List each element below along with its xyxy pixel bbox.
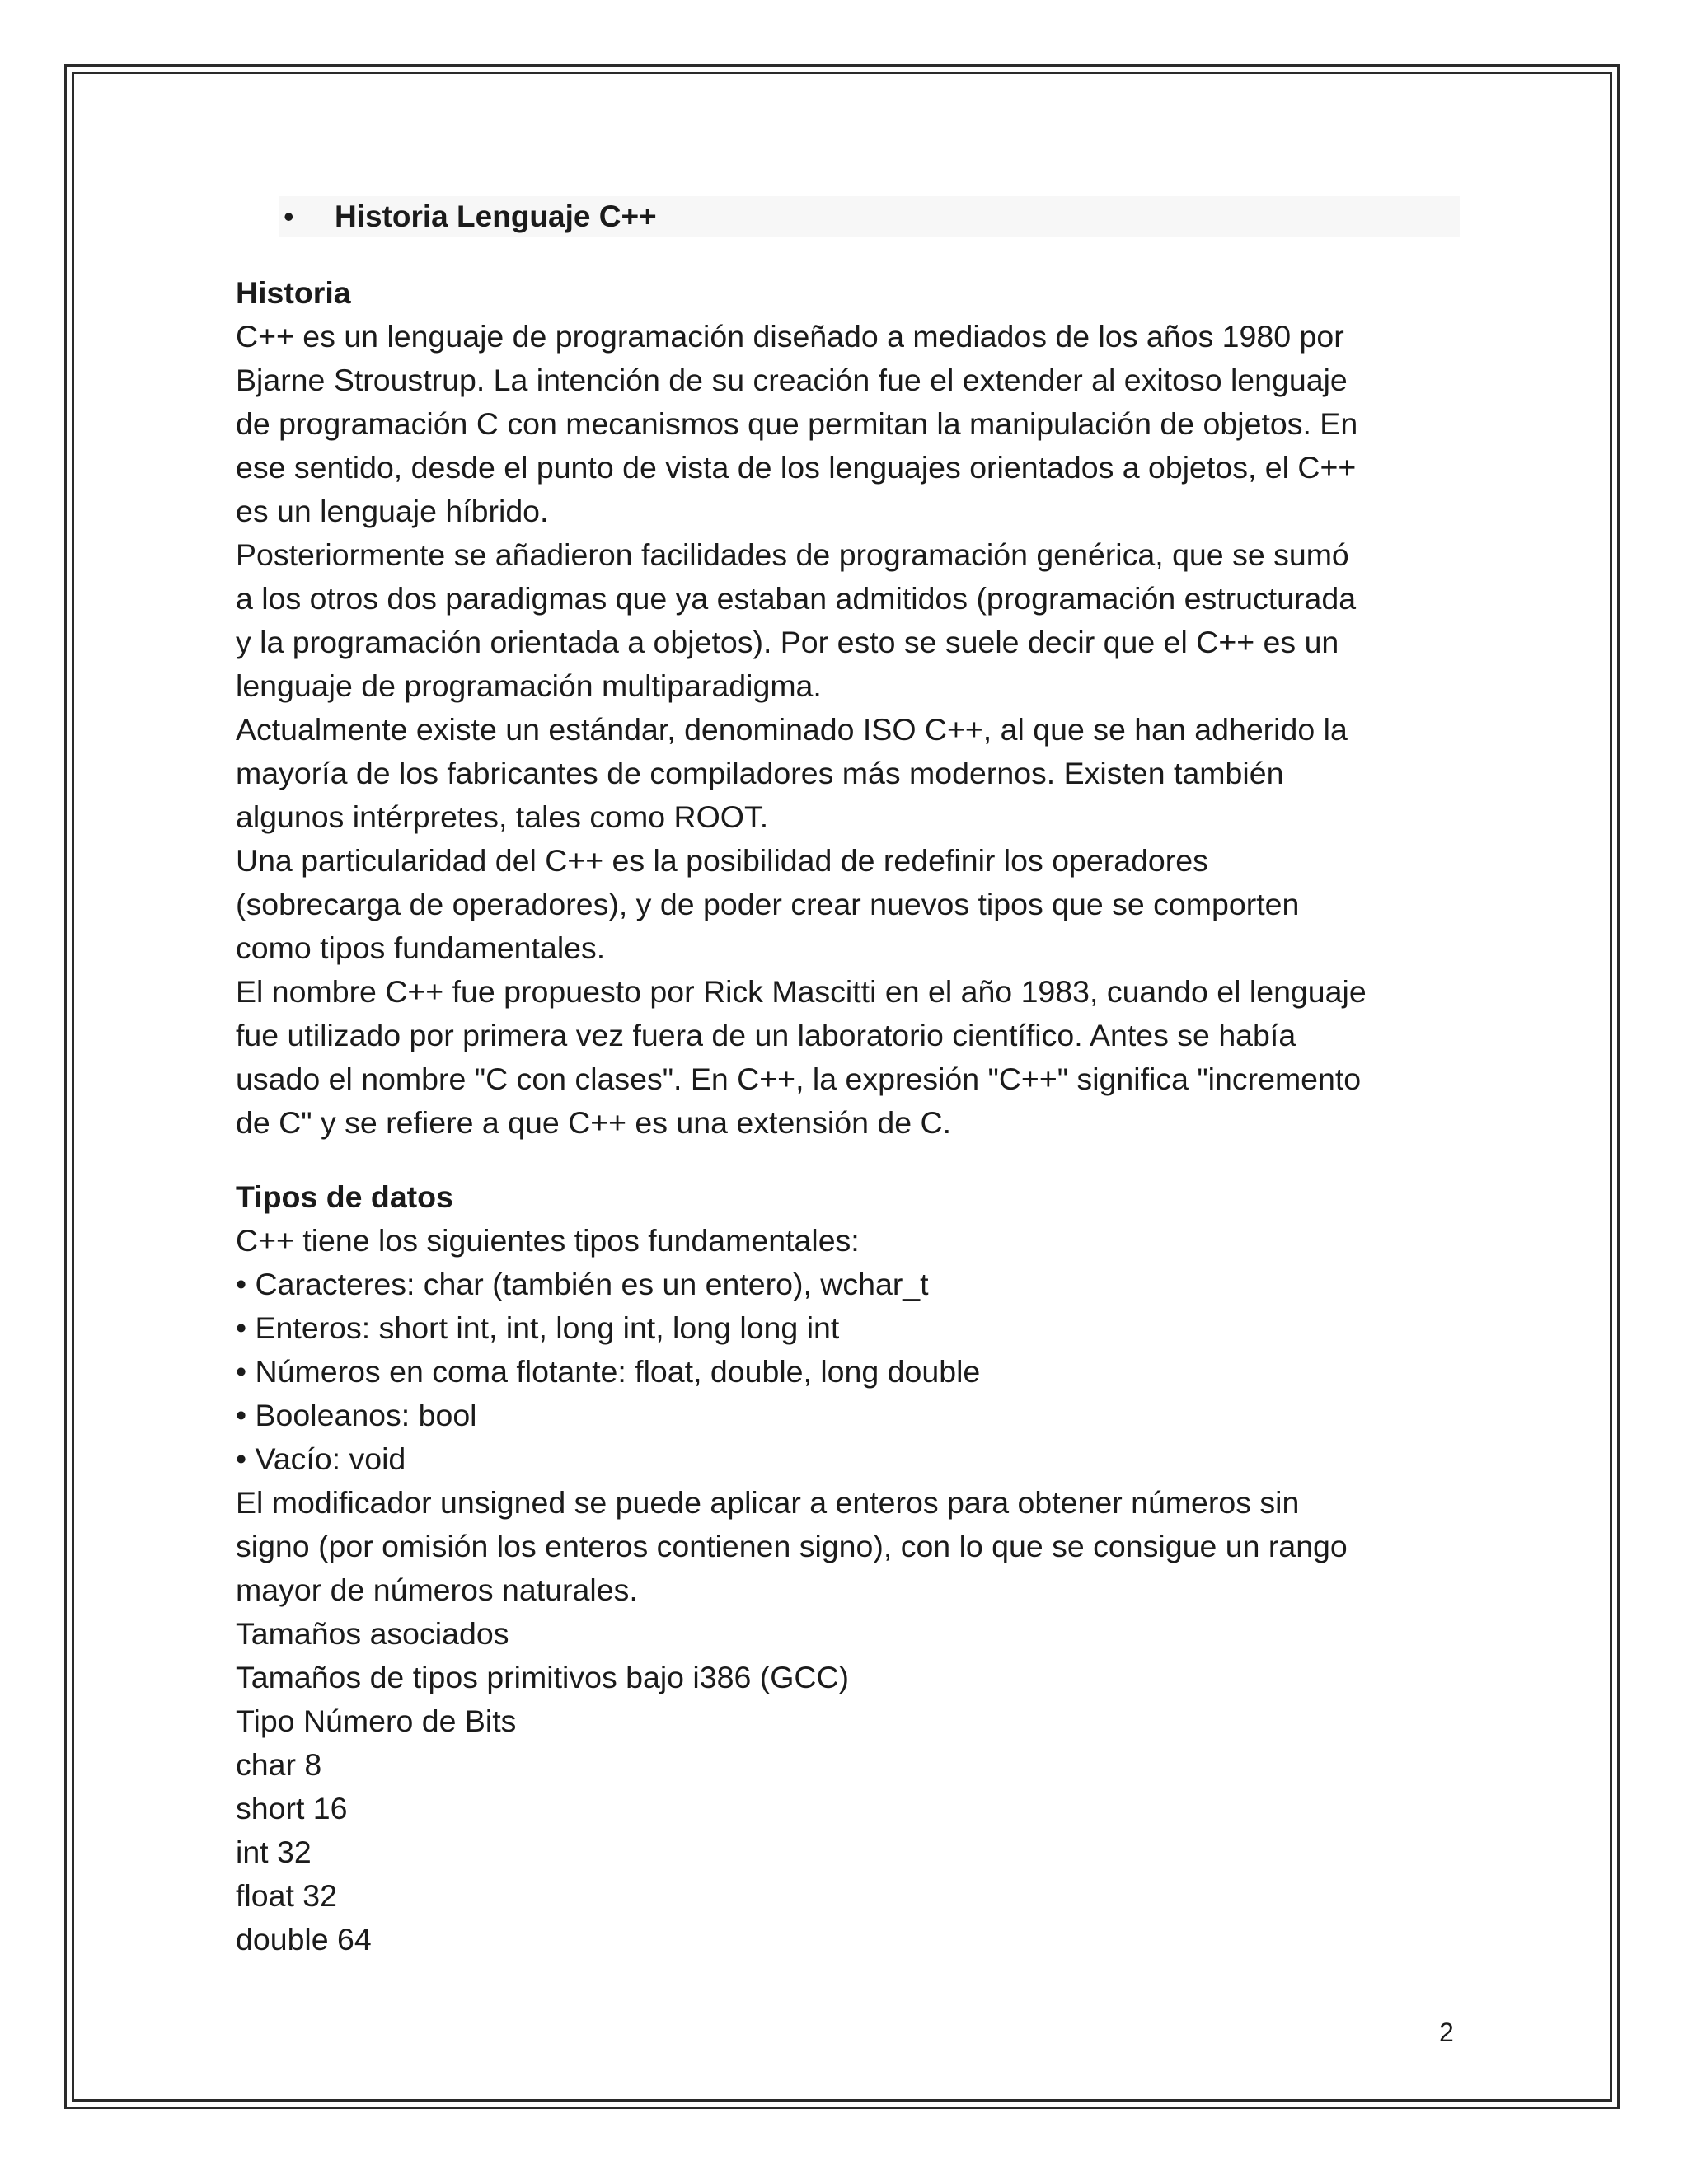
- paragraph-line: El nombre C++ fue propuesto por Rick Mascitti en el año 1983, cuando el lenguaje: [236, 974, 1367, 1009]
- paragraph-line: de programación C con mecanismos que permitan la manipulación de objetos. En: [236, 406, 1358, 441]
- list-item: • Caracteres: char (también es un entero), wchar_t: [236, 1267, 929, 1301]
- paragraph-line: lenguaje de programación multiparadigma.: [236, 668, 822, 703]
- paragraph-line: como tipos fundamentales.: [236, 930, 606, 965]
- list-item: • Booleanos: bool: [236, 1398, 477, 1432]
- table-row: char 8: [236, 1747, 322, 1782]
- paragraph-line: El modificador unsigned se puede aplicar a enteros para obtener números sin: [236, 1485, 1300, 1520]
- paragraph-line: Tamaños de tipos primitivos bajo i386 (GCC): [236, 1660, 850, 1694]
- paragraph-line: C++ tiene los siguientes tipos fundamentales:: [236, 1223, 860, 1258]
- paragraph-line: (sobrecarga de operadores), y de poder crear nuevos tipos que se comporten: [236, 887, 1300, 921]
- page-number: 2: [1439, 2018, 1454, 2047]
- paragraph-line: Actualmente existe un estándar, denominado ISO C++, al que se han adherido la: [236, 712, 1348, 747]
- paragraph-line: algunos intérpretes, tales como ROOT.: [236, 799, 769, 834]
- paragraph-line: Bjarne Stroustrup. La intención de su creación fue el extender al exitoso lenguaje: [236, 363, 1348, 397]
- paragraph-line: signo (por omisión los enteros contienen signo), con lo que se consigue un rango: [236, 1529, 1348, 1563]
- paragraph-line: ese sentido, desde el punto de vista de los lenguajes orientados a objetos, el C++: [236, 450, 1357, 485]
- bullet-icon: •: [284, 199, 294, 233]
- table-row: double 64: [236, 1922, 372, 1957]
- document-heading: Historia Lenguaje C++: [335, 199, 657, 233]
- paragraph-line: de C" y se refiere a que C++ es una extensión de C.: [236, 1105, 951, 1140]
- paragraph-line: C++ es un lenguaje de programación diseñado a mediados de los años 1980 por: [236, 319, 1344, 354]
- section-heading: Historia: [236, 275, 351, 310]
- paragraph-line: y la programación orientada a objetos). Por esto se suele decir que el C++ es un: [236, 625, 1339, 659]
- table-row: float 32: [236, 1878, 338, 1913]
- paragraph-line: Una particularidad del C++ es la posibilidad de redefinir los operadores: [236, 843, 1208, 878]
- paragraph-line: mayoría de los fabricantes de compiladores más modernos. Existen también: [236, 756, 1284, 790]
- list-item: • Números en coma flotante: float, double, long double: [236, 1354, 981, 1389]
- paragraph-line: mayor de números naturales.: [236, 1572, 638, 1607]
- paragraph-line: Posteriormente se añadieron facilidades de programación genérica, que se sumó: [236, 537, 1349, 572]
- table-row: int 32: [236, 1835, 312, 1869]
- section-heading: Tipos de datos: [236, 1179, 453, 1214]
- table-row: short 16: [236, 1791, 348, 1825]
- paragraph-line: a los otros dos paradigmas que ya estaban admitidos (programación estructurada: [236, 581, 1357, 616]
- table-header-line: Tipo Número de Bits: [236, 1704, 517, 1738]
- paragraph-line: Tamaños asociados: [236, 1616, 509, 1651]
- section-historia: [236, 271, 1472, 1145]
- list-item: • Vacío: void: [236, 1441, 406, 1476]
- paragraph-line: usado el nombre "C con clases". En C++, la expresión "C++" significa "incremento: [236, 1062, 1362, 1096]
- list-item: • Enteros: short int, int, long int, long long int: [236, 1310, 840, 1345]
- section-tipos-de-datos: [236, 1175, 1472, 1961]
- paragraph-line: fue utilizado por primera vez fuera de un laboratorio científico. Antes se había: [236, 1018, 1296, 1052]
- paragraph-line: es un lenguaje híbrido.: [236, 494, 549, 528]
